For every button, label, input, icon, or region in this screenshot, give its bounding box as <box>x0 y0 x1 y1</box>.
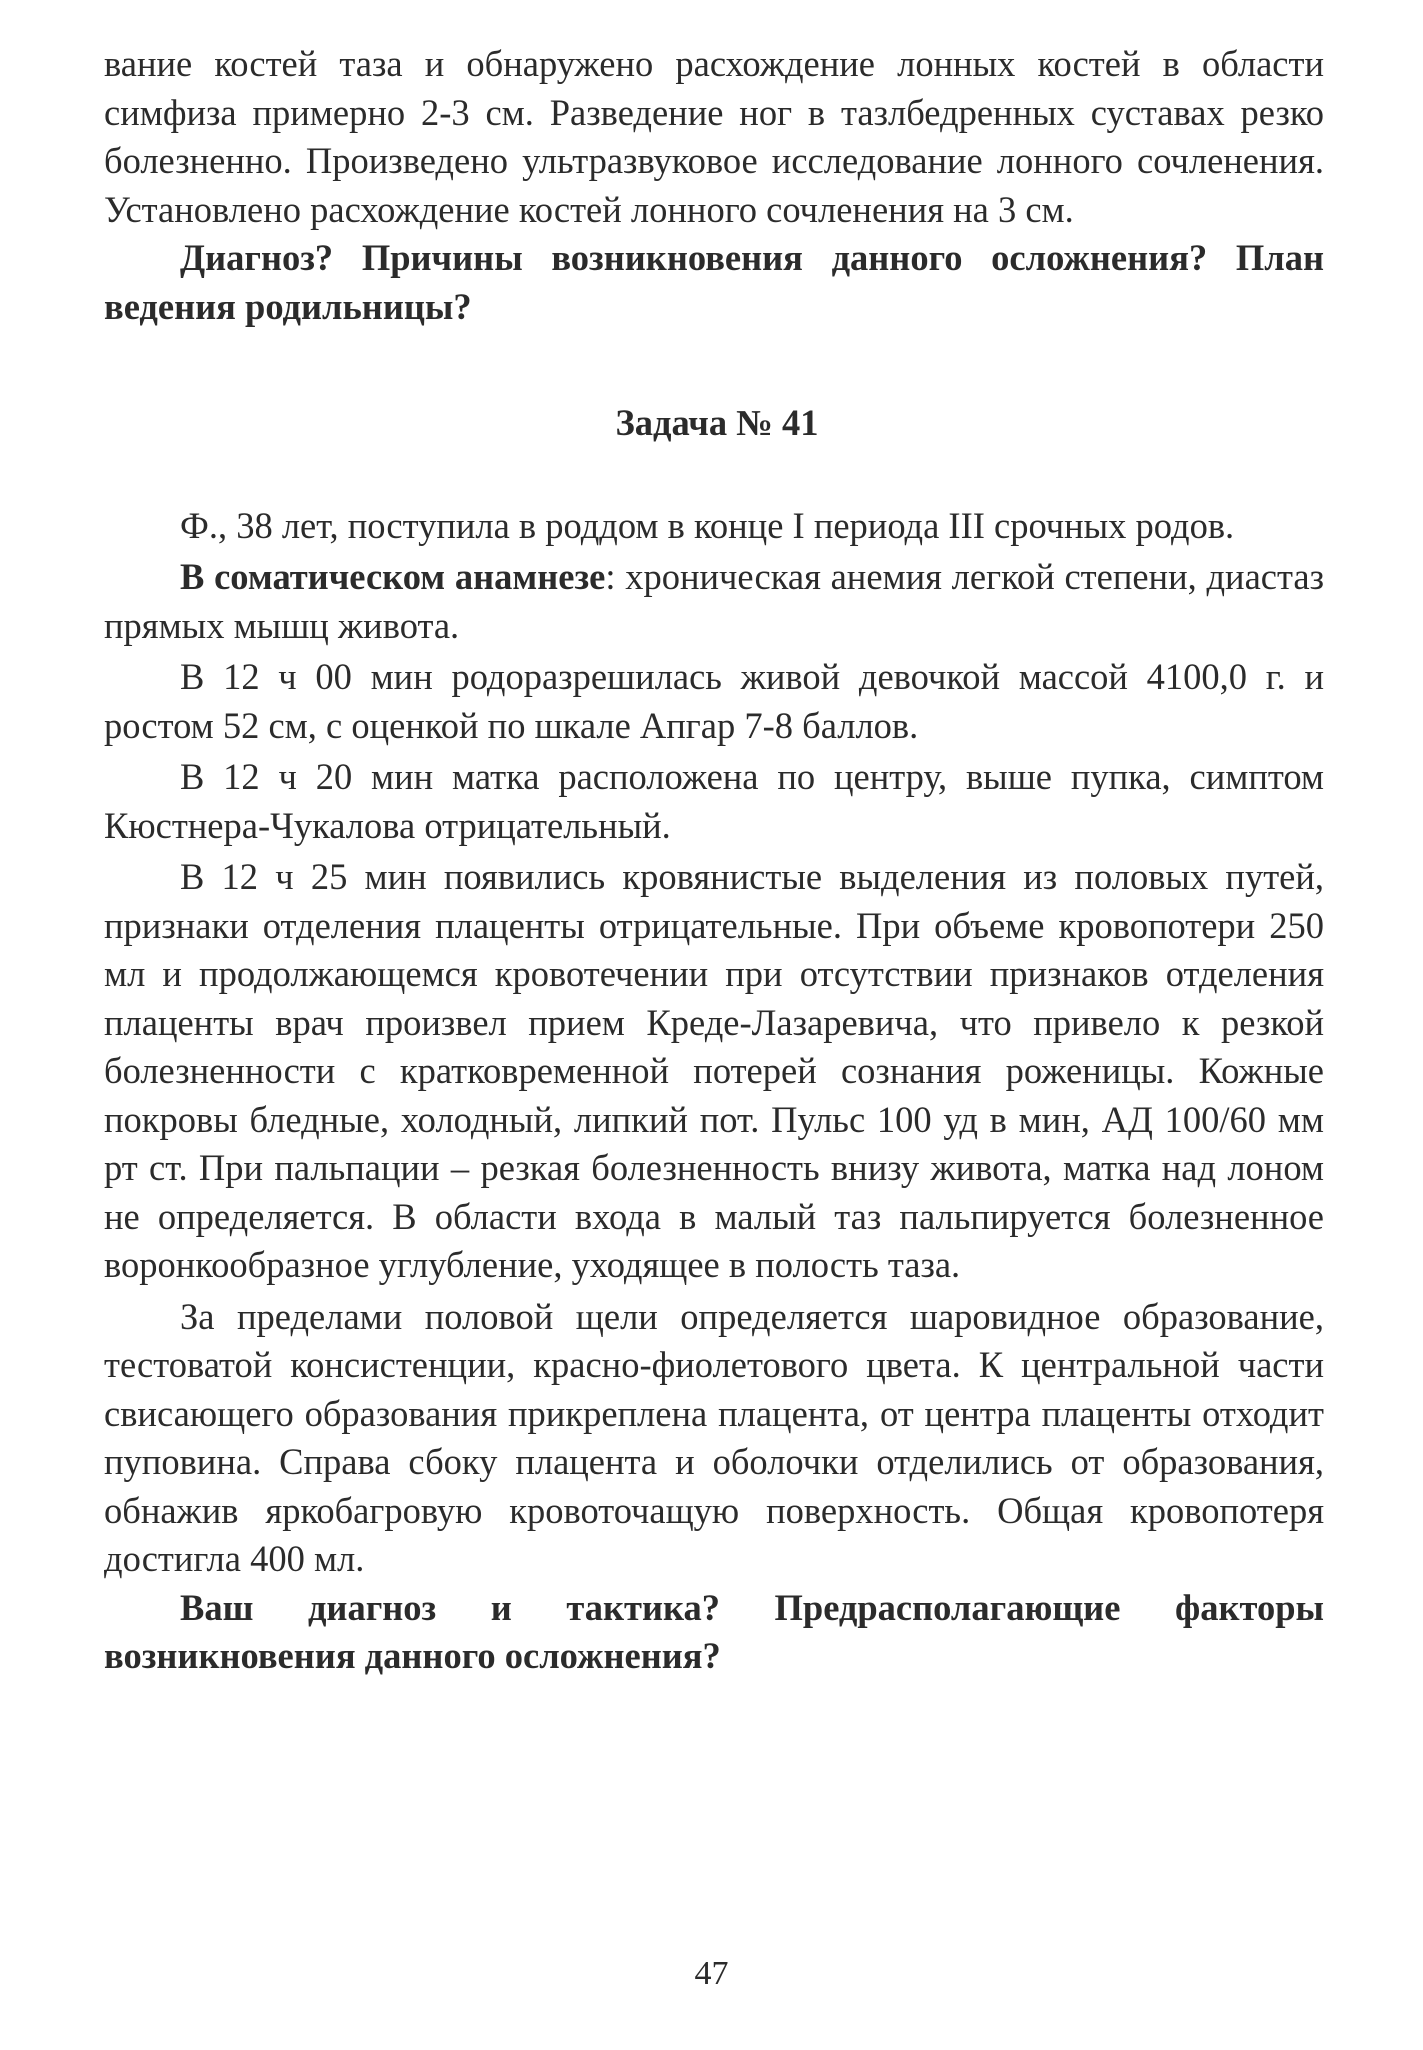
task-intro: Ф., 38 лет, поступила в роддом в конце I периода III срочных родов. <box>180 504 1235 546</box>
task-question: Ваш диагноз и тактика? Предрасполагающие факторы возникновения данного осложнения? <box>104 1586 1324 1676</box>
anamnesis-text: : хроническая анемия легкой степени, диастаз прямых мышц живота. <box>104 556 1324 646</box>
page-content <box>104 40 1324 1681</box>
task-paragraph-2: В 12 ч 20 мин матка расположена по центру, выше пупка, симптом Кюстнера-Чукалова отрицательный. <box>104 756 1324 846</box>
task-paragraph-4: За пределами половой щели определяется шаровидное образование, тестоватой консистенции, красно-фиолетового цвета. К центральной части свисающего образования прикреплена плацента, от центра плаценты отходит пуповина. Справа сбоку плацента и оболочки отделились от образования, обнажив яркобагровую кровоточащую поверхность. Общая кровопотеря достигла 400 мл. <box>104 1295 1324 1579</box>
task-heading: Задача № 41 <box>615 402 819 443</box>
continuation-paragraph: вание костей таза и обнаружено расхождение лонных костей в области симфиза примерно 2-3 см. Разведение ног в тазлбедренных суставах резко болезненно. Произведено ультразвуковое исследование лонного сочленения. Установлено расхождение костей лонного сочленения на 3 см. <box>104 43 1324 230</box>
task-paragraph-1: В 12 ч 00 мин родоразрешилась живой девочкой массой 4100,0 г. и ростом 52 см, с оценкой по шкале Апгар 7-8 баллов. <box>104 656 1324 746</box>
anamnesis-paragraph <box>104 553 1324 650</box>
continuation-question: Диагноз? Причины возникновения данного осложнения? План ведения родильницы? <box>104 237 1324 327</box>
page-number: 47 <box>694 1955 729 1992</box>
anamnesis-label: В соматическом анамнезе <box>180 556 606 597</box>
task-paragraph-3: В 12 ч 25 мин появились кровянистые выделения из половых путей, признаки отделения плаценты отрицательные. При объеме кровопотери 250 мл и продолжающемся кровотечении при отсутствии признаков отделения плаценты врач произвел прием Креде-Лазаревича, что привело к резкой болезненности с кратковременной потерей сознания роженицы. Кожные покровы бледные, холодный, липкий пот. Пульс 100 уд в мин, АД 100/60 мм рт ст. При пальпации – резкая болезненность внизу живота, матка над лоном не определяется. В области входа в малый таз пальпируется болезненное воронкообразное углубление, уходящее в полость таза. <box>104 856 1324 1285</box>
